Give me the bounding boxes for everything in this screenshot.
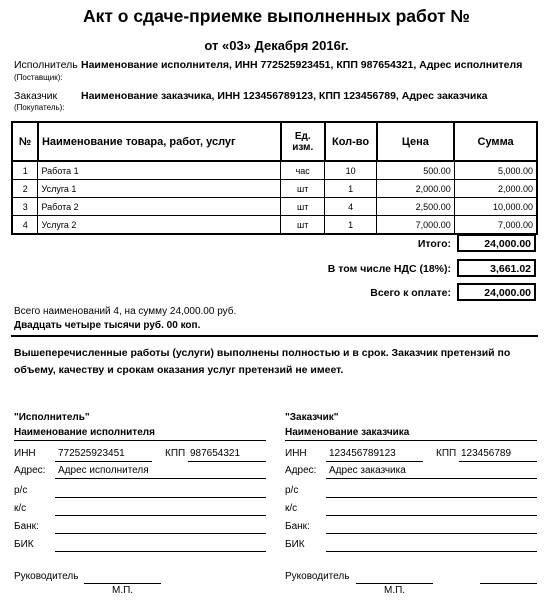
customer-ks-label: к/с xyxy=(285,503,298,514)
customer-ks-line xyxy=(326,515,537,516)
cell-sum: 2,000.00 xyxy=(454,180,537,198)
customer-inn: 123456789123 xyxy=(329,448,396,459)
cell-price: 7,000.00 xyxy=(377,216,455,235)
cell-price: 2,000.00 xyxy=(377,180,455,198)
customer-inn-label: ИНН xyxy=(285,448,307,459)
due-label: Всего к оплате: xyxy=(370,287,451,299)
vat-label: В том числе НДС (18%): xyxy=(327,263,451,275)
table-row xyxy=(12,216,537,235)
customer-kpp-label: КПП xyxy=(436,448,457,459)
cell-qty: 1 xyxy=(325,216,377,235)
executor-rs-label: р/с xyxy=(14,485,28,496)
customer-head-label: Руководитель xyxy=(285,571,350,582)
executor-addr-label: Адрес: xyxy=(14,465,46,476)
executor-sign-line xyxy=(84,583,161,584)
customer-name: Наименование заказчика xyxy=(285,427,410,438)
customer-role: "Заказчик" xyxy=(285,412,339,423)
col-header-price: Цена xyxy=(377,122,455,161)
col-header-qty: Кол-во xyxy=(325,122,377,161)
executor-bik-line xyxy=(55,551,266,552)
executor-name: Наименование исполнителя xyxy=(14,427,155,438)
summary-count: Всего наименований 4, на сумму 24,000.00 руб. xyxy=(14,306,237,317)
col-header-name: Наименование товара, работ, услуг xyxy=(38,122,281,161)
document-date: от «03» Декабря 2016г. xyxy=(204,38,349,53)
cell-unit: час xyxy=(281,161,325,180)
cell-price: 500.00 xyxy=(377,161,455,180)
col-header-sum: Сумма xyxy=(454,122,537,161)
cell-price: 2,500.00 xyxy=(377,198,455,216)
customer-name-underline xyxy=(285,440,537,441)
customer-sign-line xyxy=(356,583,433,584)
customer-kpp-line xyxy=(459,461,537,462)
customer-value: Наименование заказчика, ИНН 123456789123, КПП 123456789, Адрес заказчика xyxy=(81,90,488,102)
cell-sum: 7,000.00 xyxy=(454,216,537,235)
executor-kpp: 987654321 xyxy=(190,448,241,459)
executor-inn-line xyxy=(55,461,152,462)
executor-bank-label: Банк: xyxy=(14,521,39,532)
executor-bik-label: БИК xyxy=(14,539,34,550)
customer-kpp: 123456789 xyxy=(461,448,512,459)
customer-rs-line xyxy=(326,497,537,498)
executor-kpp-line xyxy=(188,461,266,462)
cell-name: Работа 2 xyxy=(38,198,281,216)
customer-bik-line xyxy=(326,551,537,552)
divider xyxy=(11,335,538,337)
cell-unit: шт xyxy=(281,180,325,198)
vat-value: 3,661.02 xyxy=(457,259,536,277)
cell-sum: 10,000.00 xyxy=(454,198,537,216)
executor-head-label: Руководитель xyxy=(14,571,79,582)
customer-sublabel: (Покупатель): xyxy=(14,103,65,112)
customer-addr: Адрес заказчика xyxy=(329,465,406,476)
customer-sign-line-2 xyxy=(480,583,537,584)
table-row xyxy=(12,180,537,198)
executor-ks-line xyxy=(55,515,266,516)
customer-addr-line xyxy=(326,478,537,479)
executor-label: Исполнитель xyxy=(14,59,78,71)
executor-value: Наименование исполнителя, ИНН 772525923451, КПП 987654321, Адрес исполнителя xyxy=(81,59,523,71)
cell-unit: шт xyxy=(281,198,325,216)
table-row xyxy=(12,198,537,216)
col-header-unit: Ед. изм. xyxy=(281,122,325,161)
executor-inn-label: ИНН xyxy=(14,448,36,459)
customer-rs-label: р/с xyxy=(285,485,299,496)
table-row xyxy=(12,161,537,180)
executor-sublabel: (Поставщик): xyxy=(14,73,63,82)
document-title: Акт о сдаче-приемке выполненных работ № xyxy=(82,6,471,26)
total-value: 24,000.00 xyxy=(457,234,536,252)
table-header-row xyxy=(12,122,537,161)
total-label: Итого: xyxy=(417,238,451,250)
items-table xyxy=(11,121,538,235)
statement-text: Вышеперечисленные работы (услуги) выполнены полностью и в срок. Заказчик претензий по объему, качеству и срокам оказания услуг претензий не имеет. xyxy=(14,347,511,376)
cell-num: 4 xyxy=(12,216,38,235)
customer-bik-label: БИК xyxy=(285,539,305,550)
summary-words: Двадцать четыре тысячи руб. 00 коп. xyxy=(14,320,201,331)
customer-inn-line xyxy=(326,461,423,462)
customer-stamp: М.П. xyxy=(384,585,406,596)
cell-num: 2 xyxy=(12,180,38,198)
customer-addr-label: Адрес: xyxy=(285,465,317,476)
customer-bank-label: Банк: xyxy=(285,521,310,532)
cell-sum: 5,000.00 xyxy=(454,161,537,180)
customer-label: Заказчик xyxy=(14,90,58,102)
executor-addr: Адрес исполнителя xyxy=(58,465,149,476)
cell-num: 3 xyxy=(12,198,38,216)
cell-qty: 10 xyxy=(325,161,377,180)
executor-name-underline xyxy=(14,440,266,441)
cell-name: Работа 1 xyxy=(38,161,281,180)
executor-ks-label: к/с xyxy=(14,503,27,514)
due-value: 24,000.00 xyxy=(457,283,536,301)
executor-rs-line xyxy=(55,497,266,498)
executor-addr-line xyxy=(55,478,266,479)
cell-unit: шт xyxy=(281,216,325,235)
executor-stamp: М.П. xyxy=(112,585,134,596)
cell-name: Услуга 2 xyxy=(38,216,281,235)
executor-kpp-label: КПП xyxy=(165,448,186,459)
cell-qty: 1 xyxy=(325,180,377,198)
customer-bank-line xyxy=(326,533,537,534)
cell-qty: 4 xyxy=(325,198,377,216)
col-header-num: № xyxy=(12,122,38,161)
executor-inn: 772525923451 xyxy=(58,448,125,459)
executor-bank-line xyxy=(55,533,266,534)
cell-name: Услуга 1 xyxy=(38,180,281,198)
executor-role: "Исполнитель" xyxy=(14,412,90,423)
cell-num: 1 xyxy=(12,161,38,180)
